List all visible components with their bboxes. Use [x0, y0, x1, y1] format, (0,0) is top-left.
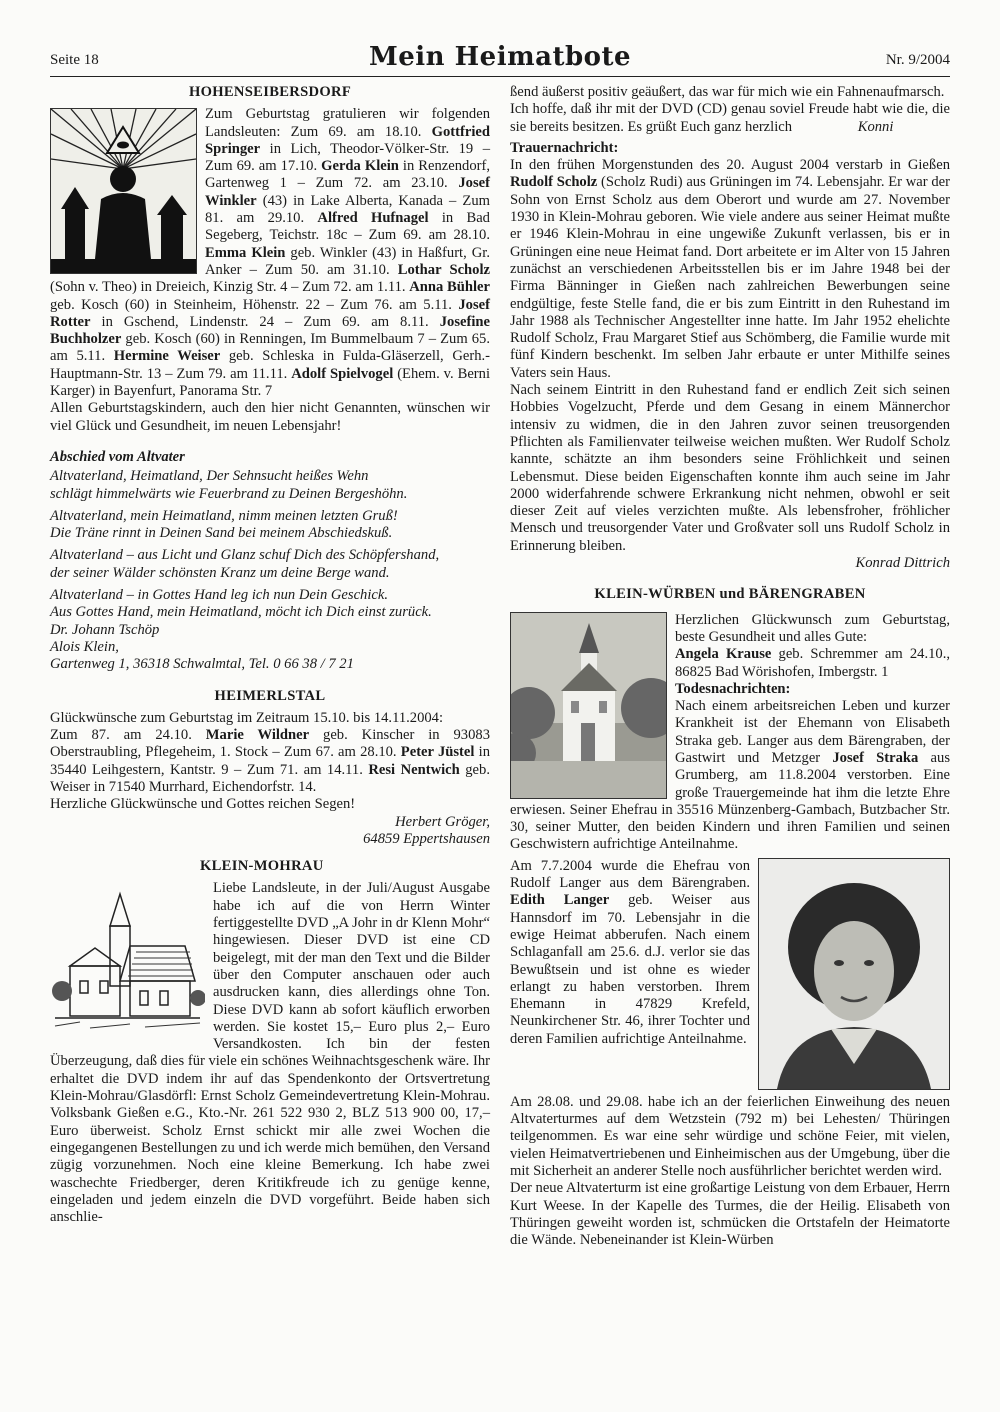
poem-sender-address: Gartenweg 1, 36318 Schwalmtal, Tel. 0 66 38 / 7 21	[50, 656, 354, 673]
poem-author: Dr. Johann Tschöp	[50, 621, 160, 638]
poem-stanza-2: Altvaterland, mein Heimatland, nimm meinen letzten Gruß! Die Träne rinnt in Deinen Sand bei meinem Abschiedskuß.	[50, 507, 398, 542]
issue-number: Nr. 9/2004	[885, 52, 950, 68]
klein-mohrau-wish-text: Ich hoffe, daß ihr mit der DVD (CD) genau soviel Freude habt wie die, die sie bereits besitzen. Es grüßt Euch ganz herzlich	[510, 101, 950, 135]
poem-title: Abschied vom Altvater	[50, 448, 185, 465]
hohenseibersdorf-closing: Allen Geburtstagskindern, auch den hier nicht Genannten, wünschen wir viel Glück und Gesundheit, im neuen Lebensjahr!	[50, 400, 490, 434]
poem-stanza-4: Altvaterland – in Gottes Hand leg ich nun Dein Geschick. Aus Gottes Hand, mein Heimatland, möcht ich Dich einst zurück.	[50, 587, 432, 621]
klein-mohrau-wish-signer: Konni	[857, 118, 894, 135]
woodcut-image	[50, 108, 197, 274]
todesnachrichten-title: Todesnachrichten:	[675, 680, 791, 697]
hohenseibersdorf-text: Zum Geburtstag gratulieren wir folgenden Landsleuten: Zum 69. am 18.10. Gottfried Springer in Lich, Theodor-Völker-Str. 19 – Zum 69. am 17.10. Gerda Klein in Renzendorf, Gartenweg 1 – Zum 72. am 23.10. Josef Winkler (43) in Lake Alberta, Kanada – Zum 81. am 29.10. Alfred Hufnagel in Bad Segeberg, Teichstr. 18c – Zum 69. am 28.10. Emma Klein geb. Winkler (43) in Haßfurt, Gr. Anker – Zum 50. am 31.10. Lothar Scholz (Sohn v. Theo) in Dreieich, Kinzig Str. 4 – Zum 72. am 1.11. Anna Bühler geb. Kosch (60) in Steinheim, Höhenstr. 22 – Zum 76. am 5.11. Josef Rotter in Gschend, Lindenstr. 24 – Zum 69. am 8.11. Josefine Buchholzer geb. Kosch (60) in Renningen, Im Bummelbaum 7 – Zum 65. am 5.11. Hermine Weiser geb. Schleska in Fulda-Gläserzell, Gerh.-Hauptmann-Str. 13 – Zum 79. am 11.11. Adolf Spielvogel (Ehem. v. Berni Karger) in Bayenfurt, Panorama Str. 7	[50, 106, 491, 400]
section-title-hohenseibersdorf: HOHENSEIBERSDORF	[188, 84, 352, 100]
poem	[50, 449, 490, 674]
trauernachricht-p2: Nach seinem Eintritt in den Ruhestand fand er endlich Zeit sich seinen Hobbies Vogelzucht, Pferde und dem Gesang in einem Männerchor intensiv zu widmen, die in den Jahren zuvor seinen treusorgenden Pflichten als Familienvater teilweise weichen mußten. Wer Rudolf Scholz kannte, schätzte an ihm besonders seine Fröhlichkeit und seinen Lebensmut. Diese beiden Eigenschaften konnte ihm auch seine im Jahr 2000 widerfahrende schwere Erkrankung nicht nehmen, obwohl er seit dieser Zeit auf vieles verzichten mußte. Als lebensfroher, fröhlicher Mensch und treusorgender Vater und Großvater soll uns Rudolf Scholz in Erinnerung bleiben.	[510, 382, 950, 554]
section-title-klein-wuerben: KLEIN-WÜRBEN und BÄRENGRABEN	[594, 586, 866, 603]
trauernachricht-p1: In den frühen Morgenstunden des 20. August 2004 verstarb in Gießen Rudolf Scholz (Scholz Rudi) aus Grüningen im 74. Lebensjahr. Er war der Sohn von Ernst Scholz aus dem Oberort und wurde am 27. November 1930 in Klein-Mohrau geboren. Wie viele andere aus seiner Heimat mußte er 1946 Klein-Mohrau in eine ungewiße Zukunft verlassen, bis er in Grüningen eine neue Heimat fand. Dort arbeitete er im Alter von 15 Jahren zunächst an verschiedenen Arbeitsstellen bis er im Jahre 1948 bei der Firma Bänninger in Gießen nach zahlreichen Bewerbungen seine endgültige, feste Stelle fand, die er bis zum Eintritt in den Ruhestand im Jahr 1988 als Technischer Angestellter inne hatte. Im Jahr 1952 ehelichte Rudolf Scholz, Frau Margaret Stief aus Schömberg, die Familie wurde mit fünf Kindern beschenkt. Im selben Jahr erbaute er unter Mithilfe seines Vaters sein Haus.	[510, 157, 950, 381]
header-rule	[50, 76, 950, 77]
trauernachricht-title: Trauernachricht:	[510, 139, 619, 156]
klein-wuerben-greeting: Herzlichen Glückwunsch zum Geburtstag, beste Gesundheit und alles Gute: Angela Krause geb. Schremmer am 24.10., 86825 Bad Wörishofen, Imbergstr. 1	[675, 611, 950, 680]
chapel-photo	[510, 612, 667, 799]
trauernachricht-signer: Konrad Dittrich	[855, 555, 950, 572]
church-drawing	[50, 886, 205, 1036]
heimerlstal-text: Glückwünsche zum Geburtstag im Zeitraum 15.10. bis 14.11.2004: Zum 87. am 24.10. Marie Wildner geb. Kinscher in 93083 Oberstraubling, Pflegeheim, 1. Stock – Zum 67. am 28.10. Peter Jüstel in 35440 Leihgestern, Kantstr. 9 – Zum 71. am 14.11. Resi Nentwich geb. Weiser in 71540 Murrhard, Eichendorfstr. 14. Herzliche Glückwünsche und Gottes reichen Segen!	[50, 709, 490, 813]
portrait-photo	[758, 858, 950, 1090]
klein-mohrau-text: Liebe Landsleute, in der Juli/August Ausgabe habe ich auf die von Herrn Winter fertiggestellte DVD „A Johr in dr Klenn Mohr“ hingewiesen. Dieser DVD ist eine CD beigelegt, mit der man den Text und die Bilder über den Computer anschauen oder auch ausdrucken kann, dies allerdings ohne Ton. Diese DVD kann ab sofort käuflich erworben werden. Sie kostet 15,– Euro plus 2,– Euro Versandkosten. Ich bin der festen Überzeugung, daß dies für viele ein schönes Weihnachtsgeschenk wäre. Ihr erhaltet die DVD indem ihr auf das Spendenkonto der Ortsvertretung Klein-Mohrau/Glasdörfl: Ernst Scholz Gemeindevertretung Klein-Mohrau. Volksbank Gießen e.G., Kto.-Nr. 261 522 930 2, BLZ 513 900 00, 17,– Euro überweist. Scholz Ernst schickt mir alle zwei Wochen die eingegangenen Bestellungen zu und ich werde mich bemühen, den Versand zügig vorzunehmen. Noch eine kleine Bemerkung. Ich habe zwei waschechte Friedberger, deren Kritikfreude ich zu genüge kenne, eingeladen und jedem einzeln die DVD vorgeführt. Beide haben sich anschlie-	[50, 880, 490, 1226]
altvaterturm-text: Am 28.08. und 29.08. habe ich an der feierlichen Einweihung des neuen Altvaterturmes auf dem Wetzstein (792 m) bei Lehesten/ Thüringen teilgenommen. Es war eine sehr würdige und schöne Feier, mit vielen, vielen Heimatvertriebenen und Einheimischen aus der Umgebung, über die mit Sicherheit an anderer Stelle noch ausführlicher berichtet werden wird.	[510, 1093, 950, 1179]
page-header	[50, 42, 950, 74]
right-column	[510, 84, 950, 1249]
page-number: Seite 18	[50, 52, 99, 68]
heimerlstal-signer: Herbert Gröger,	[395, 813, 490, 830]
heimerlstal-signer-place: 64859 Eppertshausen	[363, 830, 490, 847]
poem-sender-name: Alois Klein,	[50, 638, 119, 655]
poem-stanza-1: Altvaterland, Heimatland, Der Sehnsucht heißes Wehn schlägt himmelwärts wie Feuerbrand zu Deinen Bergeshöhn.	[50, 468, 408, 502]
left-column	[50, 84, 490, 1226]
klein-mohrau-wish	[510, 101, 950, 136]
altvaterturm-last: Der neue Altvaterturm ist eine großartige Leistung von dem Erbauer, Herrn Kurt Weese. In der Kapelle des Turmes, die der Heilig. Elisabeth von Thüringen geweiht worden ist, schmücken die Ortstafeln der Heimatorte die Wände. Nebeneinander ist Klein-Würben	[510, 1180, 950, 1249]
section-title-klein-mohrau: KLEIN-MOHRAU	[200, 858, 324, 875]
todesnachricht-langer: Am 7.7.2004 wurde die Ehefrau von Rudolf Langer aus dem Bärengraben. Edith Langer geb. Weiser aus Hannsdorf im 70. Lebensjahr in die ewige Heimat abberufen. Nach einem Schlaganfall am 25.6. d.J. verlor sie das Bewußtsein und ist ohne es wieder erlangt zu haben verstorben. Ihrem Ehemann in 47829 Krefeld, Neunkirchener Str. 46, ihrer Tochter und deren Familien aufrichtige Anteilnahme.	[510, 857, 750, 1047]
poem-stanza-3: Altvaterland – aus Licht und Glanz schuf Dich des Schöpfershand, der seiner Wälder schönsten Kranz um deine Berge wand.	[50, 547, 440, 581]
todesnachricht-straka: Nach einem arbeitsreichen Leben und kurzer Krankheit ist der Ehemann von Elisabeth Straka geb. Langer aus dem Bärengraben, der Gastwirt und Metzger Josef Straka aus Grumberg, am 11.8.2004 verstorben. Eine große Trauergemeinde hat ihm die letzte Ehre erwiesen. Seiner Ehefrau in 35516 Münzenberg-Gambach, Butzbacher Str. 30, seiner Mutter, den beiden Kindern und ihren Familien und seinen Geschwistern aufrichtige Anteilnahme.	[510, 698, 950, 853]
section-title-heimerlstal: HEIMERLSTAL	[214, 687, 326, 704]
masthead: Mein Heimatbote	[368, 42, 632, 72]
klein-mohrau-continuation: ßend äußerst positiv geäußert, das war für mich wie ein Fahnenaufmarsch.	[510, 84, 945, 100]
